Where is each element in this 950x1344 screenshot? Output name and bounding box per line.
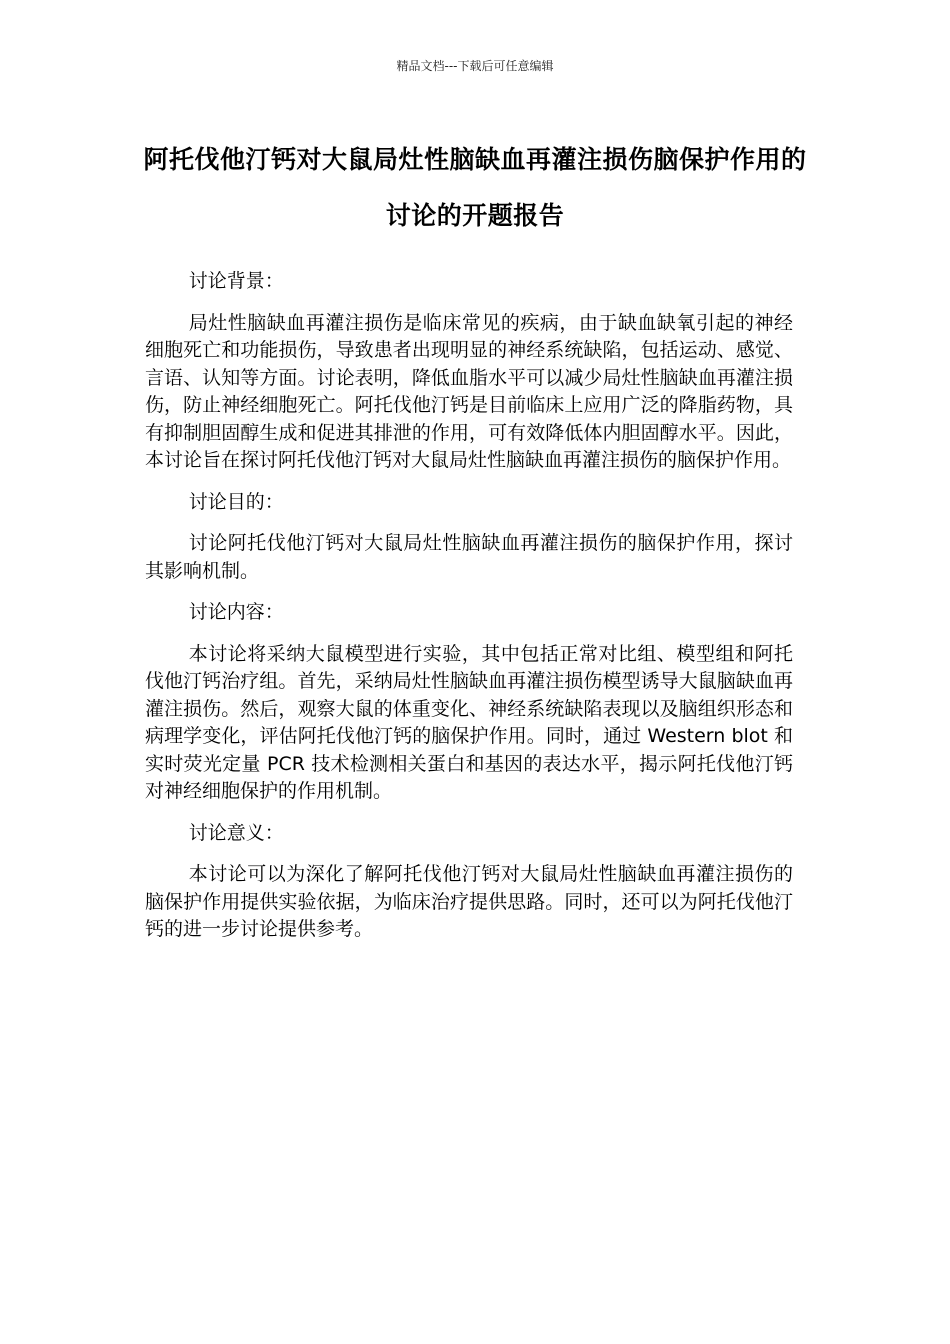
section-body-content: 本讨论将采纳大鼠模型进行实验，其中包括正常对比组、模型组和阿托伐他汀钙治疗组。首先，采纳局灶性脑缺血再灌注损伤模型诱导大鼠脑缺血再灌注损伤。然后，观察大鼠的体重变化、神经系统缺陷表现以及脑组织形态和病理学变化，评估阿托伐他汀钙的脑保护作用。同时，通过 Western blot 和实时荧光定量 PCR 技术检测相关蛋白和基因的表达水平，揭示阿托伐他汀钙对神经细胞保护的作用机制。 — [145, 642, 793, 802]
section-body-background: 局灶性脑缺血再灌注损伤是临床常见的疾病，由于缺血缺氧引起的神经细胞死亡和功能损伤，导致患者出现明显的神经系统缺陷，包括运动、感觉、言语、认知等方面。讨论表明，降低血脂水平可以减少局灶性脑缺血再灌注损伤，防止神经细胞死亡。阿托伐他汀钙是目前临床上应用广泛的降脂药物，具有抑制胆固醇生成和促进其排泄的作用，可有效降低体内胆固醇水平。因此，本讨论旨在探讨阿托伐他汀钙对大鼠局灶性脑缺血再灌注损伤的脑保护作用。 — [145, 311, 793, 471]
section-body-purpose: 讨论阿托伐他汀钙对大鼠局灶性脑缺血再灌注损伤的脑保护作用，探讨其影响机制。 — [145, 532, 793, 582]
section-body-significance: 本讨论可以为深化了解阿托伐他汀钙对大鼠局灶性脑缺血再灌注损伤的脑保护作用提供实验依据，为临床治疗提供思路。同时，还可以为阿托伐他汀钙的进一步讨论提供参考。 — [145, 863, 793, 940]
section-heading-content: 讨论内容： — [188, 601, 284, 623]
document-body — [145, 268, 793, 958]
section-heading-significance: 讨论意义： — [188, 821, 284, 844]
document-title: 阿托伐他汀钙对大鼠局灶性脑缺血再灌注损伤脑保护作用的讨论的开题报告 — [143, 145, 807, 230]
section-heading-background: 讨论背景： — [188, 270, 284, 292]
header-note: 精品文档---下载后可任意编辑 — [396, 59, 554, 73]
section-heading-purpose: 讨论目的： — [188, 490, 284, 513]
